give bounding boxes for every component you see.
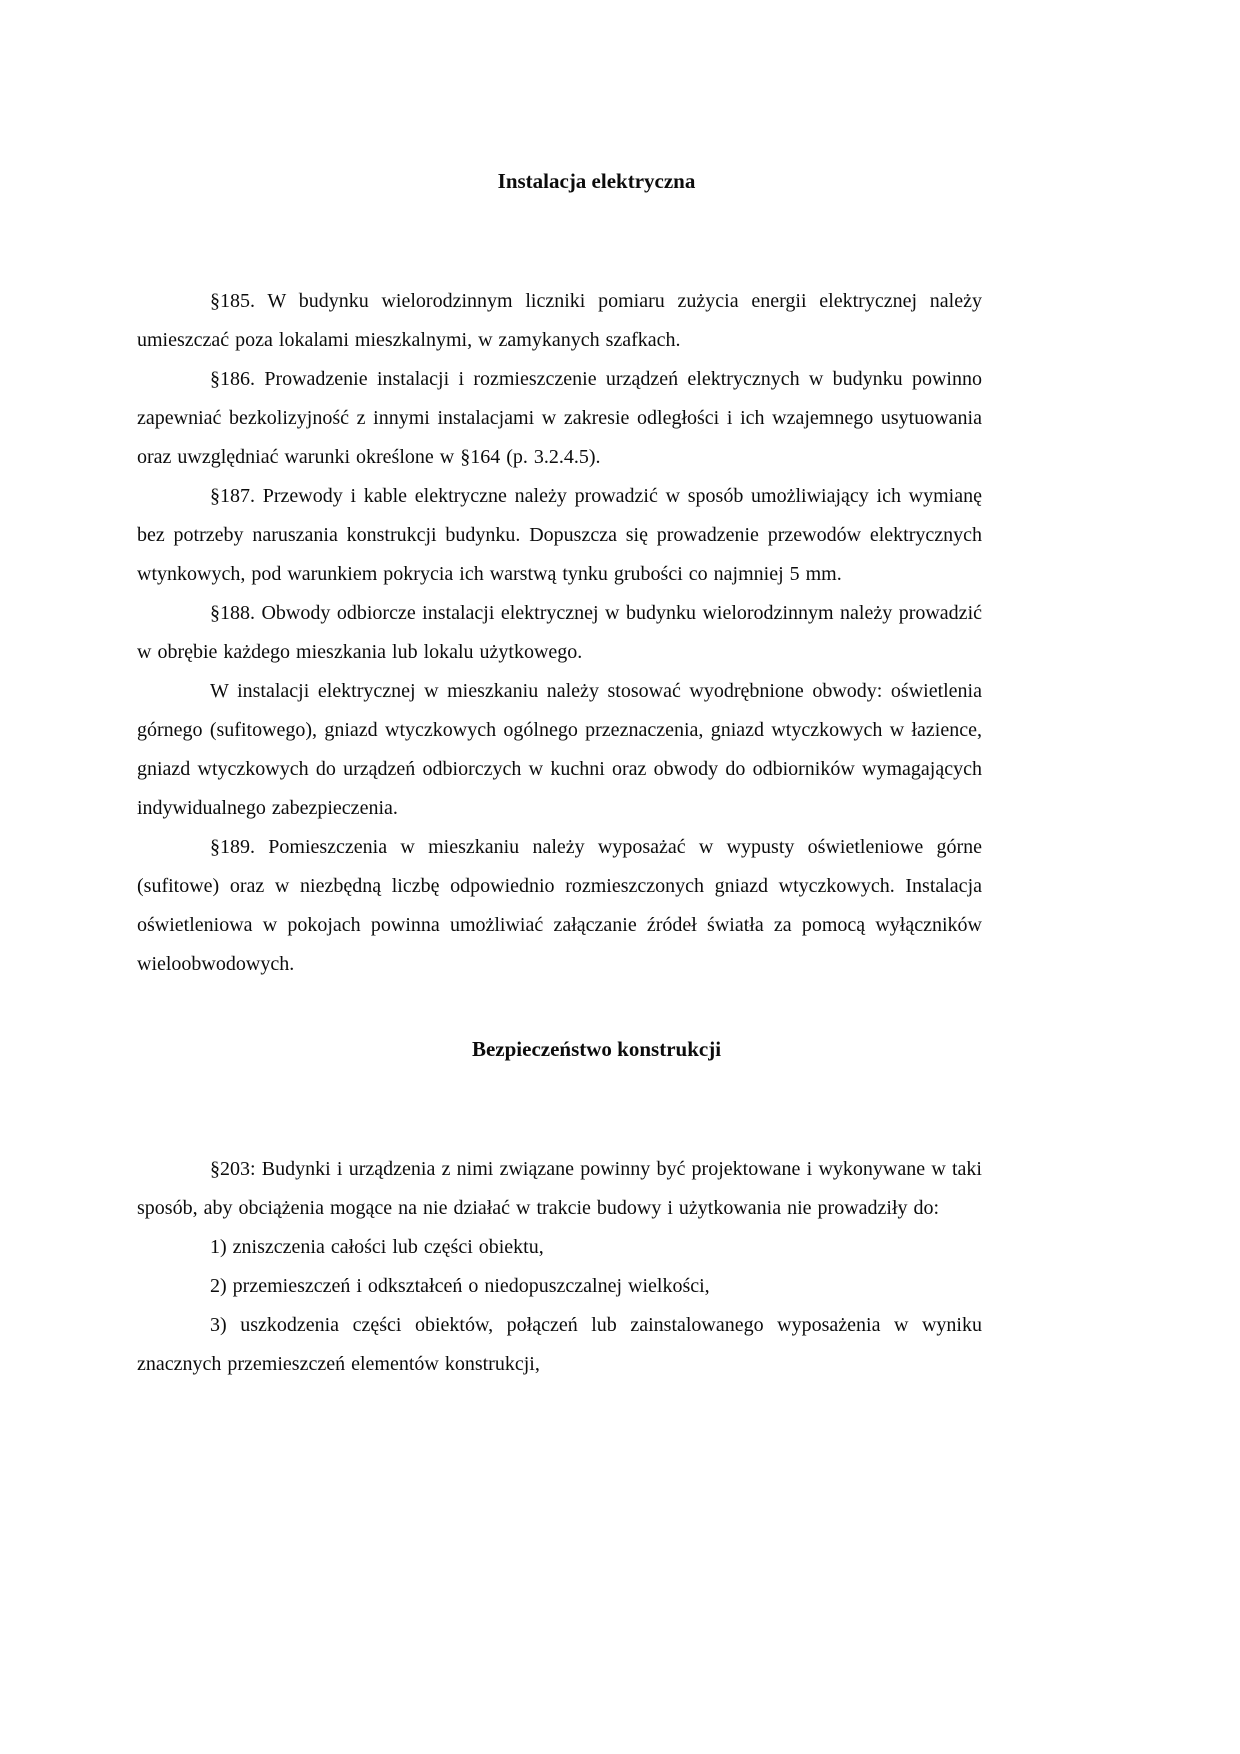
paragraph-188-continuation: W instalacji elektrycznej w mieszkaniu należy stosować wyodrębnione obwody: oświetlenia górnego (sufitowego), gniazd wtyczkowych ogólnego przeznaczenia, gniazd wtyczkowych w łazience, gniazd wtyczkowych do urządzeń odbiorczych w kuchni oraz obwody do odbiorników wymagających indywidualnego zabezpieczenia.: [137, 680, 982, 819]
paragraph-185: §185. W budynku wielorodzinnym liczniki pomiaru zużycia energii elektrycznej należy umieszczać poza lokalami mieszkalnymi, w zamykanych szafkach.: [137, 290, 982, 351]
paragraph-187: §187. Przewody i kable elektryczne należy prowadzić w sposób umożliwiający ich wymianę bez potrzeby naruszania konstrukcji budynku. Dopuszcza się prowadzenie przewodów elektrycznych wtynkowych, pod warunkiem pokrycia ich warstwą tynku grubości co najmniej 5 mm.: [137, 485, 982, 585]
paragraph-186: §186. Prowadzenie instalacji i rozmieszczenie urządzeń elektrycznych w budynku powinno zapewniać bezkolizyjność z innymi instalacjami w zakresie odległości i ich wzajemnego usytuowania oraz uwzględniać warunki określone w §164 (p. 3.2.4.5).: [137, 368, 982, 468]
paragraph-188: §188. Obwody odbiorcze instalacji elektrycznej w budynku wielorodzinnym należy prowadzić w obrębie każdego mieszkania lub lokalu użytkowego.: [137, 602, 982, 663]
list-item-2: 2) przemieszczeń i odkształceń o niedopuszczalnej wielkości,: [210, 1275, 710, 1297]
section-heading-bezpieczenstwo-konstrukcji: Bezpieczeństwo konstrukcji: [471, 1037, 722, 1061]
list-item-3: 3) uszkodzenia części obiektów, połączeń lub zainstalowanego wyposażenia w wyniku znacznych przemieszczeń elementów konstrukcji,: [137, 1314, 982, 1375]
list-item-1: 1) zniszczenia całości lub części obiektu,: [210, 1236, 544, 1258]
paragraph-203: §203: Budynki i urządzenia z nimi związane powinny być projektowane i wykonywane w taki sposób, aby obciążenia mogące na nie działać w trakcie budowy i użytkowania nie prowadziły do:: [137, 1158, 982, 1219]
section-heading-instalacja-elektryczna: Instalacja elektryczna: [497, 169, 696, 193]
paragraph-189: §189. Pomieszczenia w mieszkaniu należy wyposażać w wypusty oświetleniowe górne (sufitowe) oraz w niezbędną liczbę odpowiednio rozmieszczonych gniazd wtyczkowych. Instalacja oświetleniowa w pokojach powinna umożliwiać załączanie źródeł światła za pomocą wyłączników wieloobwodowych.: [137, 836, 982, 975]
